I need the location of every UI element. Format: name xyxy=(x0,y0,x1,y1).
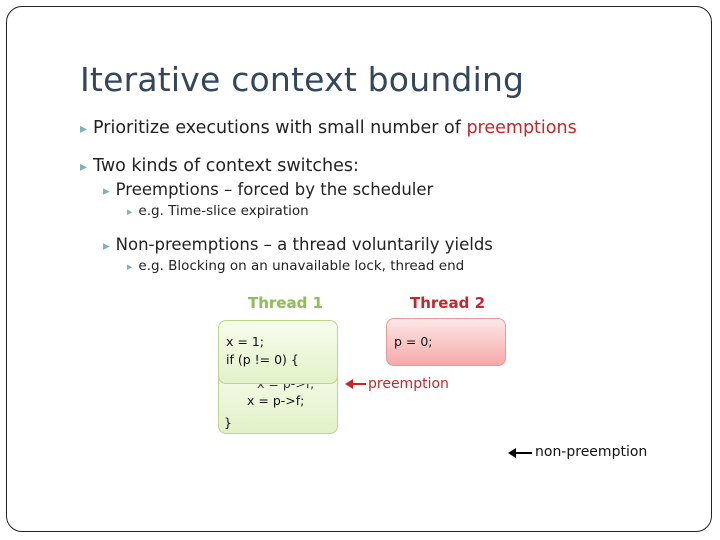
non-preemption-arrow-icon xyxy=(515,452,532,454)
bullet-text: Non-preemptions – a thread voluntarily yields xyxy=(115,235,493,254)
thread1-code-line5: } xyxy=(224,415,232,430)
bullet-icon: ▸ xyxy=(127,260,133,273)
slide-title: Iterative context bounding xyxy=(80,60,525,99)
bullet-prioritize xyxy=(80,118,577,138)
thread1-code-line4: x = p->f; xyxy=(247,393,305,408)
bullet-icon: ▸ xyxy=(80,159,88,175)
bullet-text: Two kinds of context switches: xyxy=(93,156,359,176)
bullet-blocking xyxy=(127,258,464,274)
bullet-icon: ▸ xyxy=(103,239,110,254)
preemption-label: preemption xyxy=(368,376,449,392)
thread1-code-line1: x = 1; xyxy=(226,334,264,349)
bullet-preemptions xyxy=(103,180,433,199)
bullet-highlight: preemptions xyxy=(466,118,577,138)
bullet-icon: ▸ xyxy=(103,184,110,199)
non-preemption-label: non-preemption xyxy=(535,444,648,460)
bullet-time-slice xyxy=(127,203,309,219)
bullet-icon: ▸ xyxy=(80,121,88,137)
bullet-text: Preemptions – forced by the scheduler xyxy=(115,180,434,199)
preemption-arrow-icon xyxy=(352,383,366,385)
bullet-icon: ▸ xyxy=(127,205,133,218)
thread2-code: p = 0; xyxy=(394,334,433,349)
thread1-code-line2: if (p != 0) { xyxy=(226,352,299,367)
bullet-text: e.g. Blocking on an unavailable lock, thread end xyxy=(138,258,465,274)
bullet-text: Prioritize executions with small number of xyxy=(93,118,467,138)
bullet-two-kinds xyxy=(80,156,359,176)
bullet-non-preemptions xyxy=(103,235,493,254)
thread2-label: Thread 2 xyxy=(410,294,485,312)
bullet-text: e.g. Time-slice expiration xyxy=(138,203,309,219)
thread1-label: Thread 1 xyxy=(248,294,323,312)
